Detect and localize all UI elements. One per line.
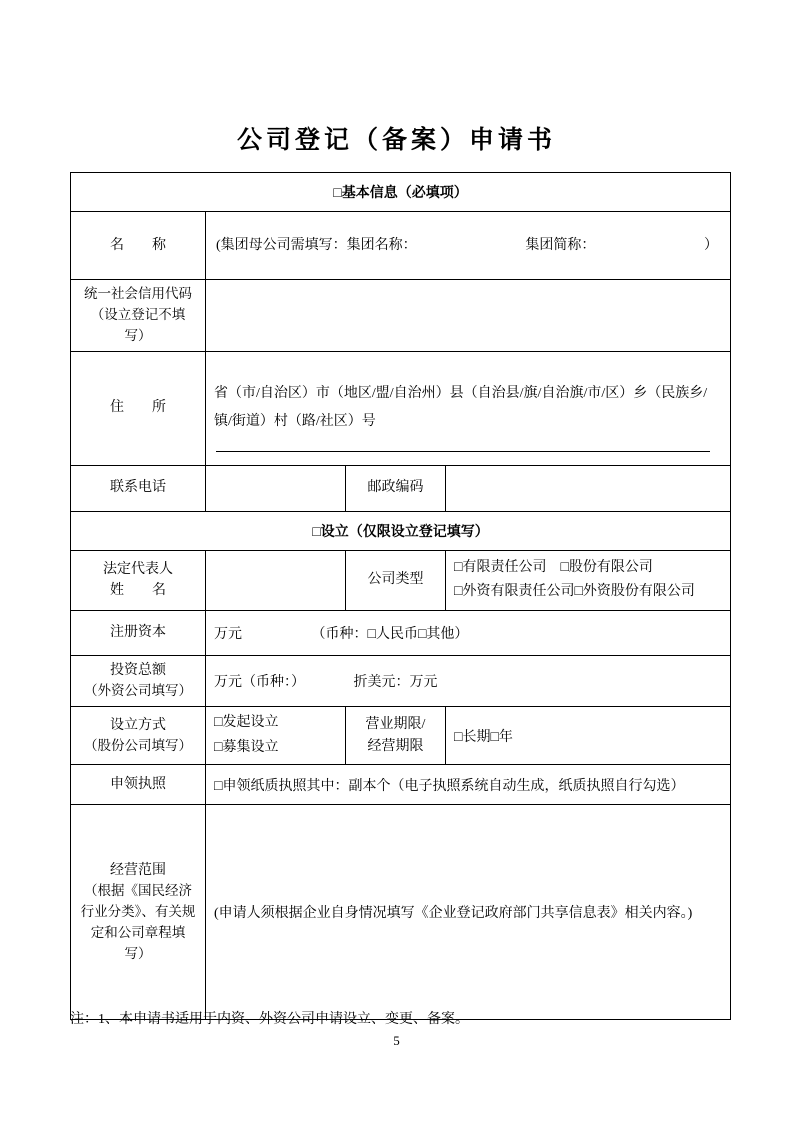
license-label: 申领执照 [71, 765, 206, 805]
business-scope-note: (申请人须根据企业自身情况填写《企业登记政府部门共享信息表》相关内容。) [214, 906, 693, 922]
footnote: 注：1、本申请书适用于内资、外资公司申请设立、变更、备案。 [70, 1012, 469, 1027]
total-investment-value-cell [206, 655, 731, 707]
legal-rep-label-line-1: 法定代表人 [103, 561, 173, 577]
registered-capital-label: 注册资本 [71, 610, 206, 655]
business-scope-label-line-5: 写） [124, 946, 152, 962]
credit-code-value-cell [206, 280, 731, 352]
phone-label: 联系电话 [71, 465, 206, 511]
legal-rep-label [71, 550, 206, 610]
company-type-option-row-1: □有限责任公司 □股份有限公司 [454, 560, 653, 576]
section-header-establishment: □设立（仅限设立登记填写） [71, 511, 731, 550]
postcode-value-cell [446, 465, 731, 511]
business-scope-value-cell [206, 805, 731, 1020]
business-scope-label-line-4: 定和公司章程填 [90, 925, 186, 941]
group-name-hint-row [214, 234, 722, 258]
business-scope-label-line-2: （根据《国民经济 [84, 883, 192, 899]
method-option-fundraised: □募集设立 [214, 739, 279, 755]
registration-form-table [70, 172, 731, 1020]
method-option-sponsored: □发起设立 [214, 715, 279, 731]
address-template-text: 省（市/自治区）市（地区/盟/自治州）县（自治县/旗/自治旗/市/区）乡（民族乡/镇/街道）村（路/社区）号 [214, 385, 708, 430]
hint-closing-paren: ） [703, 237, 718, 253]
form-title: 公司登记（备案）申请书 [236, 126, 556, 154]
legal-rep-label-line-2: 姓 名 [110, 583, 166, 599]
business-scope-label-line-1: 经营范围 [110, 862, 166, 878]
registered-capital-value-cell [206, 610, 731, 655]
name-label: 名 称 [71, 212, 206, 280]
credit-code-label [71, 280, 206, 352]
credit-code-label-line-3: 写） [124, 327, 152, 343]
company-type-options-cell [446, 550, 731, 610]
establish-method-options-cell [206, 707, 346, 765]
phone-value-cell [206, 465, 346, 511]
business-scope-label-line-3: 行业分类》、有关规 [80, 904, 196, 920]
total-investment-label [71, 655, 206, 707]
address-value-cell [206, 351, 731, 465]
business-term-options-cell: □长期□年 [446, 707, 731, 765]
name-value-cell [206, 212, 731, 280]
capital-currency-options: （币种：□人民币□其他） [311, 626, 469, 642]
address-fill-line [216, 451, 710, 452]
business-term-label-line-2: 经营期限 [367, 738, 424, 754]
business-term-label-line-1: 营业期限/ [365, 717, 426, 733]
establish-method-label [71, 707, 206, 765]
business-scope-label [71, 805, 206, 1020]
page-number: 5 [393, 1033, 400, 1048]
investment-usd-text: 折美元：万元 [353, 675, 438, 691]
group-name-hint: (集团母公司需填写：集团名称： [216, 237, 417, 253]
license-options-cell: □申领纸质执照其中：副本个（电子执照系统自动生成，纸质执照自行勾选） [206, 765, 731, 805]
credit-code-label-line-1: 统一社会信用代码 [84, 286, 192, 301]
address-label: 住 所 [71, 351, 206, 465]
company-type-label: 公司类型 [346, 550, 446, 610]
establish-method-label-line-2: （股份公司填写） [84, 738, 192, 754]
business-term-label [346, 707, 446, 765]
company-type-option-row-2: □外资有限责任公司□外资股份有限公司 [454, 584, 695, 600]
legal-rep-value-cell [206, 550, 346, 610]
investment-unit-text: 万元（币种：） [214, 675, 305, 691]
capital-unit-text: 万元 [214, 626, 242, 642]
section-header-basic-info: □基本信息（必填项） [71, 173, 731, 212]
postcode-label: 邮政编码 [346, 465, 446, 511]
credit-code-label-line-2: （设立登记不填 [90, 306, 186, 322]
total-investment-label-line-2: （外资公司填写） [84, 683, 192, 699]
establish-method-label-line-1: 设立方式 [110, 717, 166, 733]
total-investment-label-line-1: 投资总额 [110, 662, 166, 678]
group-shortname-hint: 集团简称： [525, 237, 596, 253]
